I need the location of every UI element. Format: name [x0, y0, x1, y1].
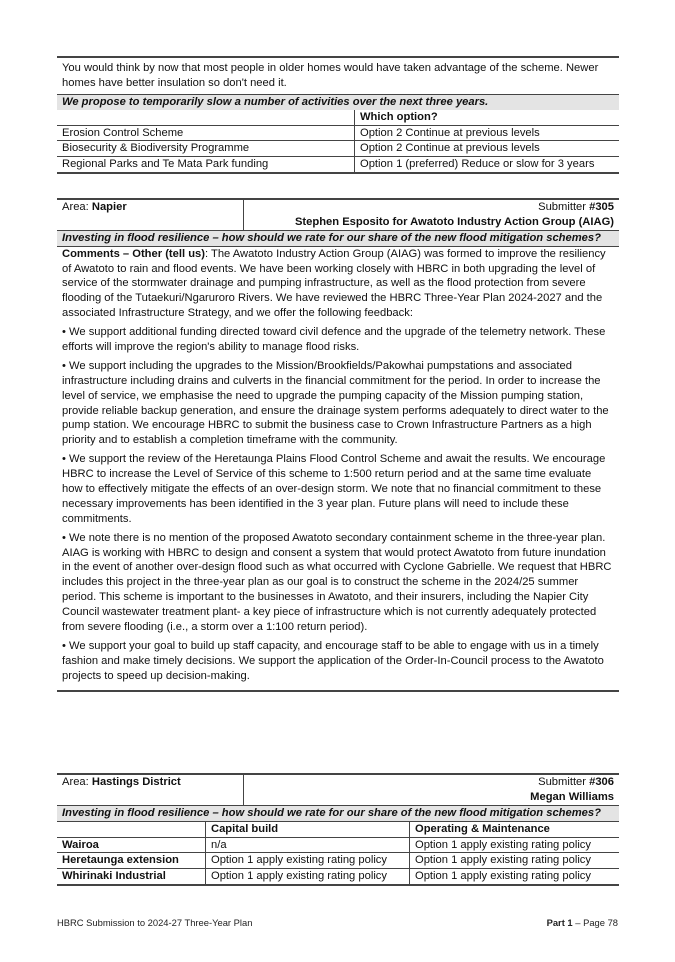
comments-block	[57, 246, 619, 692]
footer-title: HBRC Submission to 2024-27 Three-Year Plan	[57, 917, 253, 928]
option-cell: Option 1 (preferred) Reduce or slow for 3 years	[355, 157, 620, 173]
operating-header: Operating & Maintenance	[410, 821, 620, 837]
comment-bullet: • We support additional funding directed toward civil defence and the upgrade of the telemetry network. These efforts will improve the region's ability to manage flood risks.	[62, 326, 606, 354]
submitter-number: #306	[589, 776, 614, 788]
header-row	[57, 821, 619, 837]
submission-306	[57, 773, 619, 886]
rating-table	[57, 821, 619, 887]
page-number: Part 1 – Page 78	[546, 917, 618, 928]
activity-cell: Biosecurity & Biodiversity Programme	[62, 142, 250, 155]
operating-cell: Option 1 apply existing rating policy	[410, 853, 620, 869]
area-value: Hastings District	[91, 776, 181, 788]
comments-label: Comments – Other (tell us)	[62, 247, 205, 260]
question-text: We propose to temporarily slow a number of activities over the next three years.	[62, 95, 489, 108]
submission-305	[57, 198, 619, 692]
capital-cell: Option 1 apply existing rating policy	[206, 853, 410, 869]
question-row	[57, 94, 619, 109]
intro-text: You would think by now that most people in older homes would have taken advantage of the scheme. Newer homes have better insulation so don't need it.	[57, 56, 619, 91]
comment-bullet: • We support your goal to build up staff capacity, and encourage staff to be able to engage with us in a timely fashion and make timely decisions. We support the application of the Order-In-Council process to the Awatoto projects to speed up decision-making.	[62, 639, 604, 682]
capital-cell: Option 1 apply existing rating policy	[206, 869, 410, 885]
table-row	[57, 837, 619, 853]
submitter-name: Megan Williams	[530, 790, 614, 803]
comment-bullet: • We note there is no mention of the proposed Awatoto secondary containment scheme in the three-year plan. AIAG is working with HBRC to design and consent a system that would protect Awatoto from future inundation in the event of another over-design flood such as what occurred with Cyclone Gabrielle. We request that HBRC includes this project in the three-year plan as our goal is to construct the scheme in the 2024/25 summer period. This scheme is important to the businesses in Awatoto, and their insurers, including the Napier City Council wastewater treatment plant- a key piece of infrastructure which is not currently adequately protected from severe flooding (i.e., a storm over a 1:100 return period).	[62, 531, 612, 634]
submitter-header	[57, 773, 619, 821]
scheme-cell: Wairoa	[62, 838, 99, 851]
submitter-cell: Submitter #305 Stephen Esposito for Awatoto Industry Action Group (AIAG)	[244, 199, 620, 230]
question-text: Investing in flood resilience – how should we rate for our share of the new flood mitigation schemes?	[62, 806, 601, 819]
area-cell: Area: Hastings District	[62, 776, 181, 788]
submitter-name: Stephen Esposito for Awatoto Industry Action Group (AIAG)	[294, 215, 614, 228]
table-row	[57, 125, 619, 141]
table-row	[57, 869, 619, 885]
capital-cell: n/a	[206, 837, 410, 853]
scheme-cell: Whirinaki Industrial	[62, 870, 166, 883]
comment-bullet: • We support the review of the Heretaunga Plains Flood Control Scheme and await the results. We encourage HBRC to increase the Level of Service of this scheme to 1:500 return period and at the same time evaluate how to effectively mitigate the effects of an over-design storm. We note that no financial commitment to these necessary improvements has been identified in the 3 year plan. Future plans will need to include these commitments.	[62, 453, 606, 525]
option-cell: Option 2 Continue at previous levels	[355, 125, 620, 141]
which-option-header: Which option?	[355, 110, 620, 125]
operating-cell: Option 1 apply existing rating policy	[410, 869, 620, 885]
submitter-header	[57, 198, 619, 246]
table-row	[57, 141, 619, 157]
option-cell: Option 2 Continue at previous levels	[355, 141, 620, 157]
submitter-number: #305	[589, 201, 614, 213]
capital-header: Capital build	[206, 821, 410, 837]
scheme-cell: Heretaunga extension	[62, 854, 179, 867]
top-section	[57, 56, 619, 174]
activities-table	[57, 94, 619, 174]
table-row	[57, 853, 619, 869]
area-value: Napier	[91, 201, 127, 213]
operating-cell: Option 1 apply existing rating policy	[410, 837, 620, 853]
header-row	[57, 110, 619, 125]
question-text: Investing in flood resilience – how should we rate for our share of the new flood mitigation schemes?	[62, 231, 601, 244]
activity-cell: Regional Parks and Te Mata Park funding	[62, 158, 269, 171]
comment-bullet: • We support including the upgrades to the Mission/Brookfields/Pakowhai pumpstations and associated infrastructure including drains and culverts in the financial commitment for the period. In order to increase the level of service, we emphasise the need to upgrade the pumping capacity of the Mission pumping station, provide reliable backup generation, and ensure the drainage system performs adequately to direct water to the pump station. We encourage HBRC to submit the business case to Crown Infrastructure Partners as a high priority and to establish a completion timeframe with the community.	[62, 359, 609, 447]
submitter-cell: Submitter #306 Megan Williams	[244, 774, 620, 805]
comments-intro: Comments – Other (tell us): The Awatoto Industry Action Group (AIAG) was formed to improve the resiliency of Awatoto to rain and flood events. We have been working closely with HBRC in both upgrading the level of service of the stormwater drainage and pumping infrastructure, as well as the flood protection from severe flooding of the Tutaekuri/Ngaruroro Rivers. We have reviewed the HBRC Three-Year Plan 2024-2027 and the associated Infrastructure Strategy, and we offer the following feedback:	[62, 247, 606, 320]
activity-cell: Erosion Control Scheme	[62, 126, 184, 139]
area-cell: Area: Napier	[62, 201, 127, 213]
table-row	[57, 157, 619, 173]
